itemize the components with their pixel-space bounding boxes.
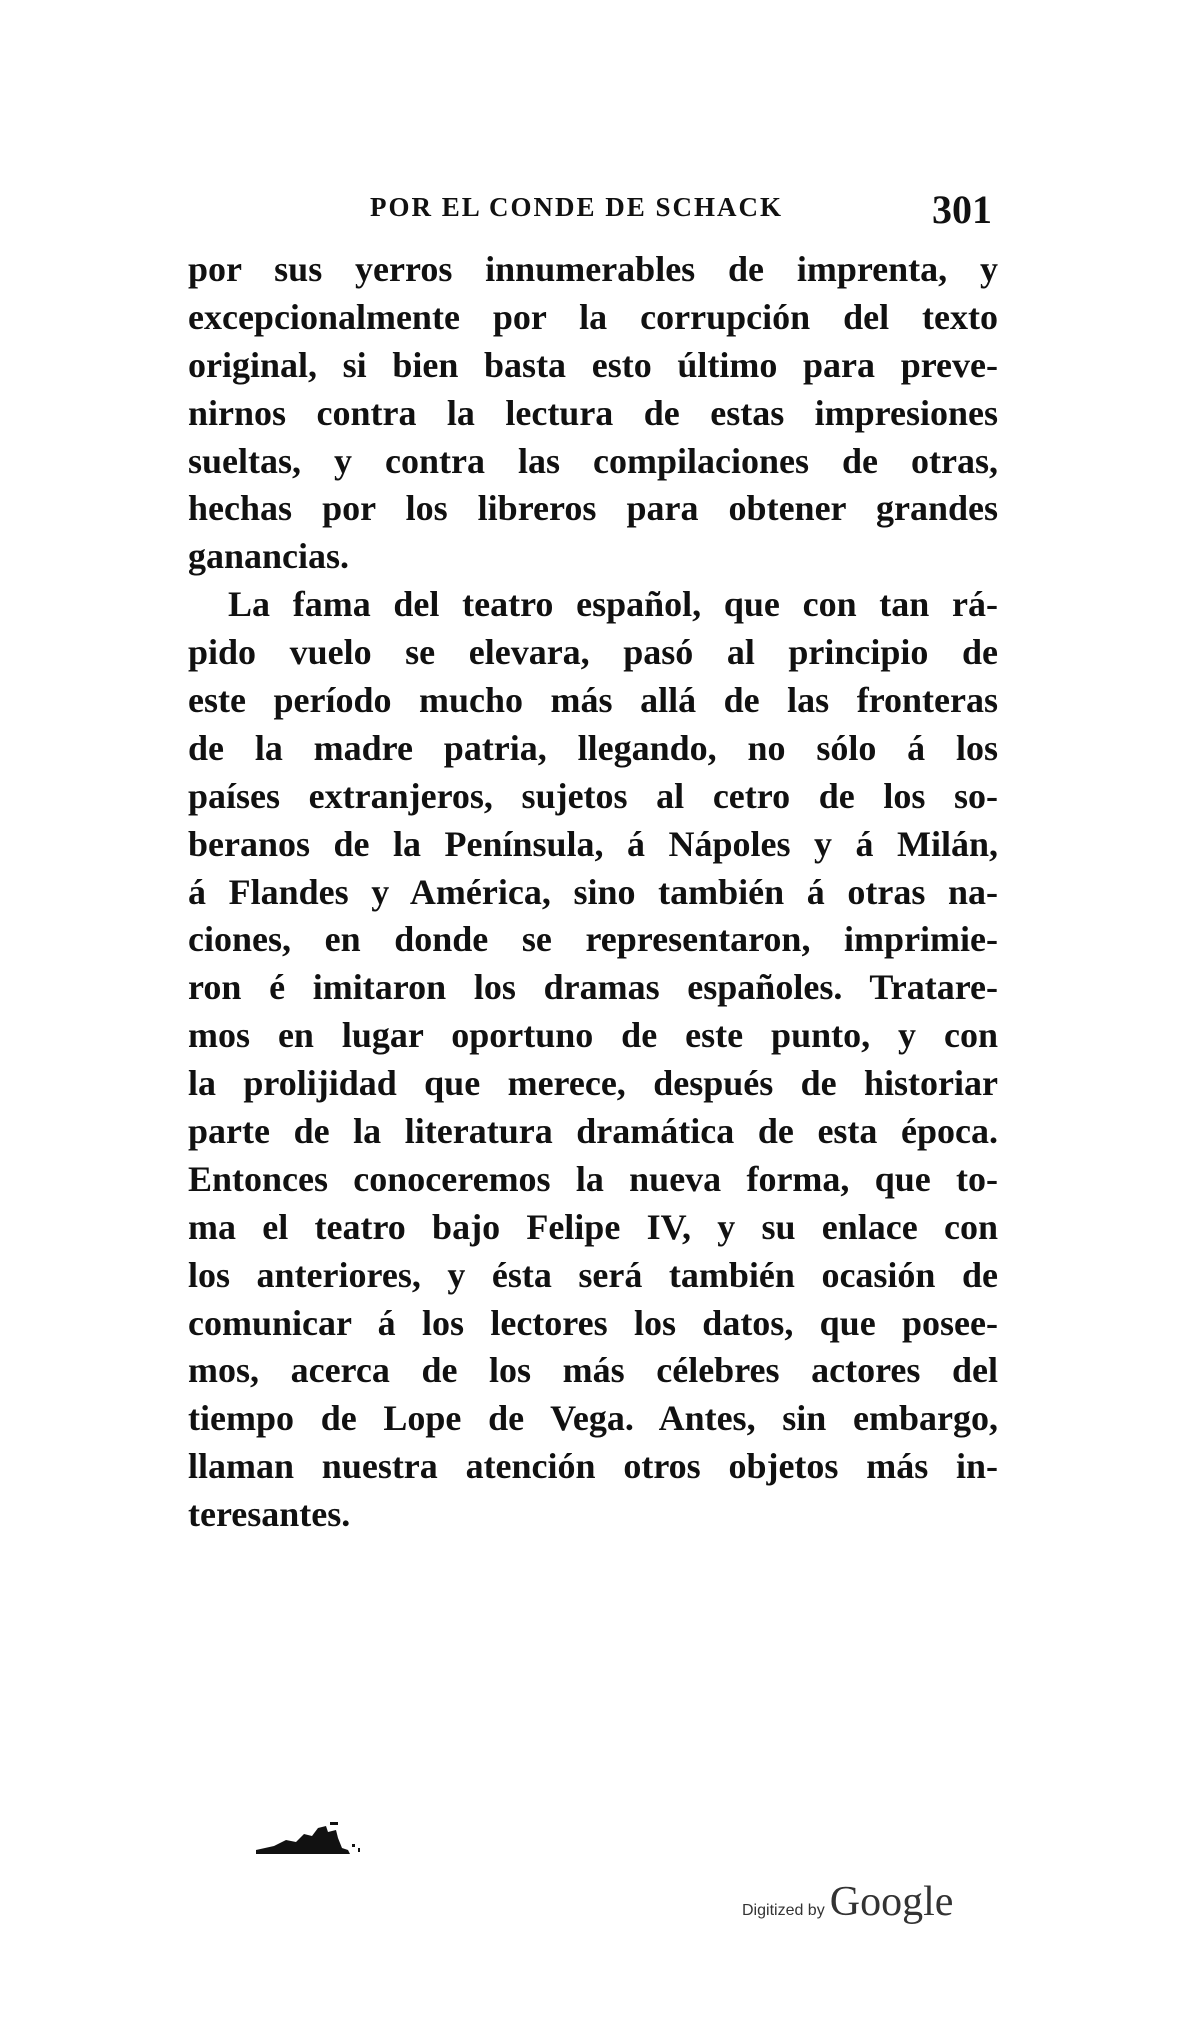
ink-blot-icon — [256, 1818, 366, 1858]
text-line: á Flandes y América, sino también á otras na- — [188, 871, 998, 912]
text-line: comunicar á los lectores los datos, que posee- — [188, 1302, 998, 1343]
text-line: sueltas, y contra las compilaciones de otras, — [188, 440, 998, 481]
text-line: ron é imitaron los dramas españoles. Tratare- — [188, 967, 998, 1008]
text-line: parte de la literatura dramática de esta época. — [188, 1111, 998, 1152]
text-line: de la madre patria, llegando, no sólo á los — [188, 727, 998, 768]
text-line: hechas por los libreros para obtener grandes — [188, 488, 998, 529]
digitized-by-watermark — [742, 1878, 953, 1926]
text-line: beranos de la Península, á Nápoles y á Milán, — [188, 823, 998, 864]
text-line: los anteriores, y ésta será también ocasión de — [188, 1254, 998, 1295]
ink-blot-mark — [256, 1818, 366, 1862]
page-number: 301 — [932, 187, 992, 232]
body-text — [188, 246, 998, 1539]
text-line: la prolijidad que merece, después de historiar — [188, 1063, 998, 1104]
google-brand: Google — [829, 1879, 954, 1925]
text-line: mos, acerca de los más célebres actores del — [188, 1350, 998, 1391]
text-line: ciones, en donde se representaron, imprimie- — [188, 919, 998, 960]
digitized-label: Digitized by — [742, 1902, 825, 1919]
text-line: Entonces conoceremos la nueva forma, que to- — [188, 1158, 998, 1199]
text-line: La fama del teatro español, que con tan rá- — [228, 584, 998, 625]
text-line: teresantes. — [188, 1494, 351, 1535]
text-line: este período mucho más allá de las fronteras — [188, 680, 998, 721]
text-line: pido vuelo se elevara, pasó al principio de — [188, 632, 998, 673]
text-line: ganancias. — [188, 536, 350, 577]
text-line: original, si bien basta esto último para preve- — [188, 344, 998, 385]
text-line: países extranjeros, sujetos al cetro de los so- — [188, 775, 998, 816]
text-line: nirnos contra la lectura de estas impresiones — [188, 392, 998, 433]
text-line: mos en lugar oportuno de este punto, y con — [188, 1015, 998, 1056]
text-line: excepcionalmente por la corrupción del texto — [188, 296, 998, 337]
text-line: por sus yerros innumerables de imprenta, y — [188, 249, 998, 289]
text-line: tiempo de Lope de Vega. Antes, sin embargo, — [188, 1398, 998, 1439]
text-line: ma el teatro bajo Felipe IV, y su enlace con — [188, 1206, 998, 1247]
running-head: POR EL CONDE DE SCHACK — [370, 192, 784, 222]
text-line: llaman nuestra atención otros objetos más in- — [188, 1446, 998, 1487]
